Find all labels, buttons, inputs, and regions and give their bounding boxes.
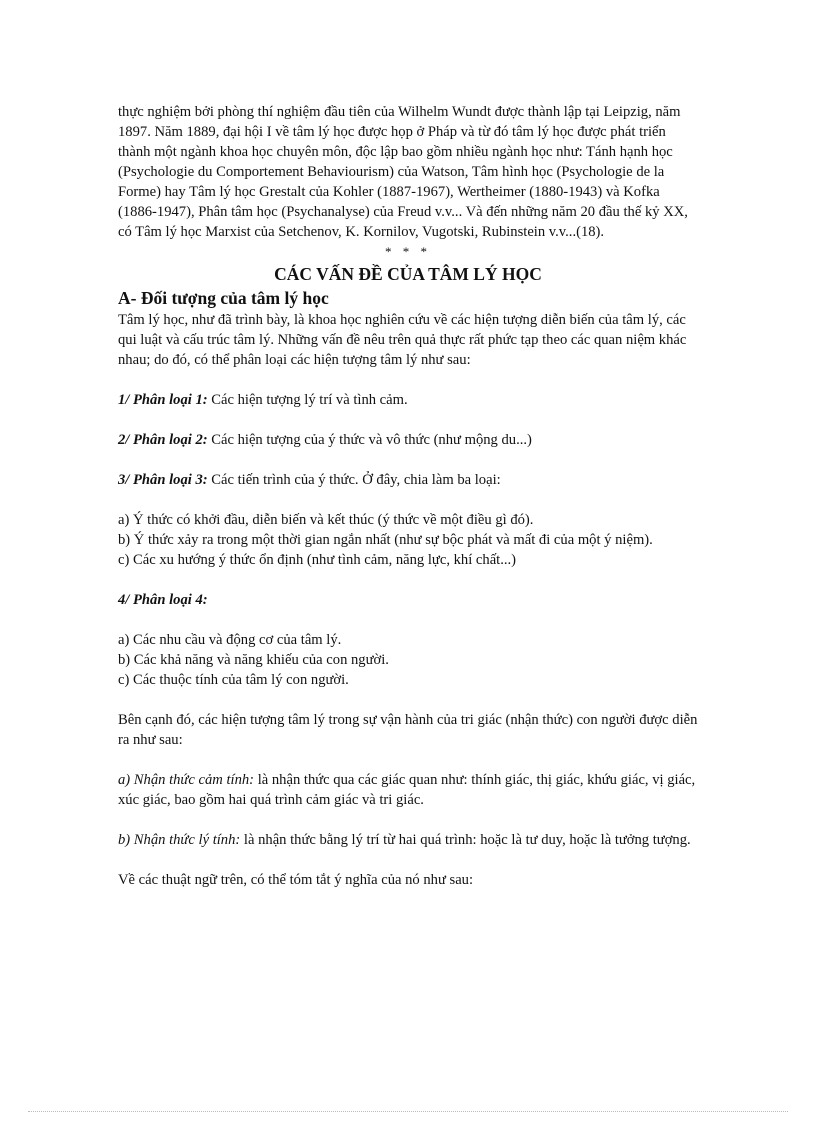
classification-3-text: Các tiến trình của ý thức. Ở đây, chia làm ba loại:: [207, 472, 501, 488]
perception-rational-text: là nhận thức bằng lý trí từ hai quá trình: hoặc là tư duy, hoặc là tưởng tượng.: [240, 832, 691, 848]
list-item: b) Các khả năng và năng khiếu của con người.: [118, 652, 389, 668]
classification-2-text: Các hiện tượng của ý thức và vô thức (như mộng du...): [207, 432, 532, 448]
classification-1-text: Các hiện tượng lý trí và tình cảm.: [207, 392, 408, 408]
chapter-title: CÁC VẤN ĐỀ CỦA TÂM LÝ HỌC: [274, 264, 542, 284]
list-item: a) Ý thức có khởi đầu, diễn biến và kết thúc (ý thức về một điều gì đó).: [118, 512, 534, 528]
section-a-intro: Tâm lý học, như đã trình bày, là khoa học nghiên cứu về các hiện tượng diễn biến của tâm lý, các qui luật và cấu trúc tâm lý. Những vấn đề nêu trên quả thực rất phức tạp theo các quan niệm khác nhau; do đó, có thể phân loại các hiện tượng tâm lý như sau:: [118, 312, 687, 368]
intro-paragraph: thực nghiệm bởi phòng thí nghiệm đầu tiên của Wilhelm Wundt được thành lập tại Leipzig, năm 1897. Năm 1889, đại hội I về tâm lý học được họp ở Pháp và từ đó tâm lý học được phát triển thành một ngành khoa học chuyên môn, độc lập bao gồm nhiều ngành học như: Tánh hạnh học (Psychologie du Comportement Behaviourism) của Watson, Tâm hình học (Psychologie de la Forme) hay Tâm lý học Grestalt của Kohler (1887-1967), Wertheimer (1880-1943) và Kofka (1886-1947), Phân tâm học (Psychanalyse) của Freud v.v... Và đến những năm 20 đầu thế kỷ XX, có Tâm lý học Marxist của Setchenov, K. Kornilov, Vugotski, Rubinstein v.v...(18).: [118, 104, 688, 240]
classification-3: [118, 470, 698, 490]
classification-4: [118, 590, 698, 610]
perception-intro: Bên cạnh đó, các hiện tượng tâm lý trong sự vận hành của tri giác (nhận thức) con người được diễn ra như sau:: [118, 712, 698, 748]
list-item: b) Ý thức xảy ra trong một thời gian ngắn nhất (như sự bộc phát và mất đi của một ý niệm).: [118, 532, 653, 548]
classification-2-label: 2/ Phân loại 2:: [118, 432, 208, 448]
classification-1: [118, 390, 698, 410]
classification-3-list: [118, 510, 698, 570]
classification-3-label: 3/ Phân loại 3:: [118, 472, 208, 488]
classification-4-label: 4/ Phân loại 4:: [118, 592, 208, 608]
page-bottom-divider: [28, 1111, 788, 1112]
list-item: c) Các thuộc tính của tâm lý con người.: [118, 672, 349, 688]
perception-rational: [118, 830, 698, 850]
section-a-heading: A- Đối tượng của tâm lý học: [118, 288, 329, 308]
perception-rational-label: b) Nhận thức lý tính:: [118, 832, 241, 848]
closing-paragraph: Về các thuật ngữ trên, có thể tóm tắt ý nghĩa của nó như sau:: [118, 872, 474, 888]
perception-sensory-text: là nhận thức qua các giác quan như: thính giác, thị giác, khứu giác, vị giác, xúc giác, bao gồm hai quá trình cảm giác và tri giác.: [118, 772, 696, 808]
perception-sensory: [118, 770, 698, 810]
list-item: c) Các xu hướng ý thức ổn định (như tình cảm, năng lực, khí chất...): [118, 552, 517, 568]
list-item: a) Các nhu cầu và động cơ của tâm lý.: [118, 632, 342, 648]
classification-2: [118, 430, 698, 450]
section-separator: * * *: [385, 244, 431, 259]
document-page: [118, 102, 698, 910]
classification-1-label: 1/ Phân loại 1:: [118, 392, 208, 408]
classification-4-list: [118, 630, 698, 690]
perception-sensory-label: a) Nhận thức cảm tính:: [118, 772, 255, 788]
